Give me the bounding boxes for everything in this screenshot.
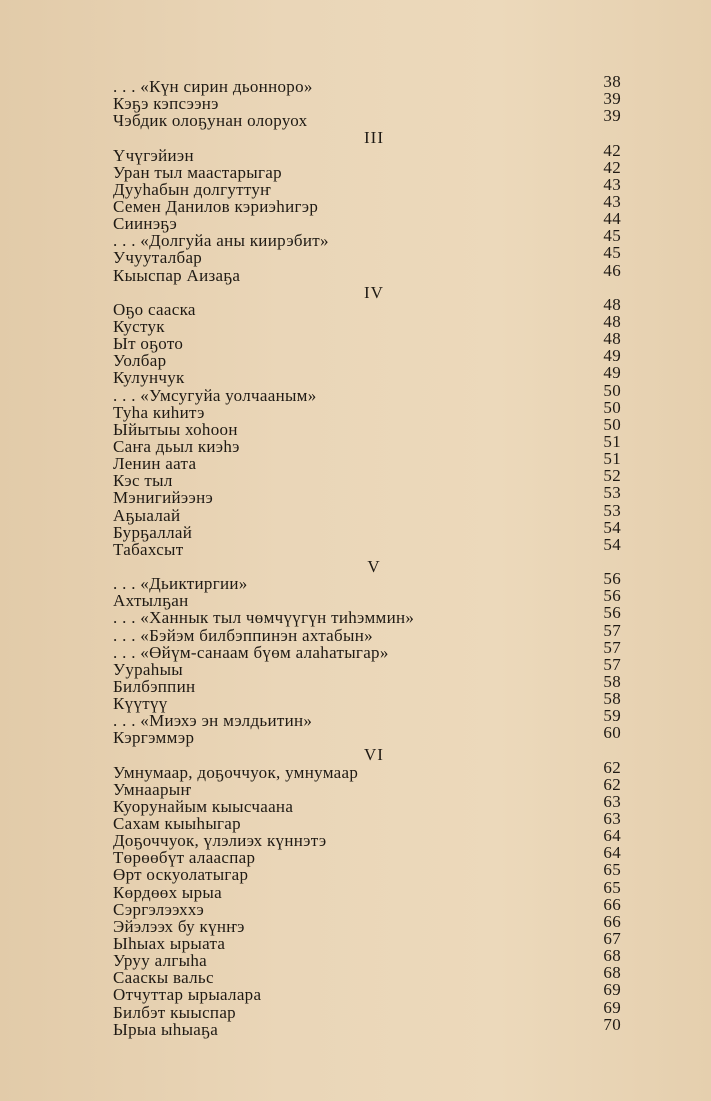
toc-entry (113, 894, 621, 919)
entry-page-number: 43 (603, 191, 621, 211)
table-of-contents (113, 72, 621, 1039)
entry-page-number: 48 (603, 311, 621, 331)
toc-entry (113, 809, 621, 834)
toc-entry (113, 997, 621, 1022)
entry-title: Күүтүү (113, 694, 168, 714)
toc-entry (113, 363, 621, 388)
toc-entry (113, 140, 621, 165)
entry-page-number: 57 (603, 654, 621, 674)
entry-title: Умнумаар, доҕоччуок, умнумаар (113, 762, 359, 782)
toc-entry (113, 106, 621, 131)
entry-page-number: 63 (603, 809, 621, 829)
entry-title: Отчуттар ырыалара (113, 985, 262, 1005)
entry-page-number: 63 (603, 791, 621, 811)
entry-page-number: 56 (603, 569, 621, 589)
entry-title: Учууталбар (113, 248, 203, 268)
entry-title: Үчүгэйиэн (113, 145, 194, 165)
entry-page-number: 57 (603, 637, 621, 657)
toc-entry (113, 500, 621, 525)
entry-title: Ыйытыы хоһоон (113, 419, 238, 439)
toc-entry (113, 826, 621, 851)
entry-title: Умнаарыҥ (113, 779, 192, 799)
entry-title: Эйэлээх бу күнҥэ (113, 916, 245, 936)
entry-title: . . . «Күн сирин дьонноро» (113, 77, 313, 96)
toc-entry (113, 174, 621, 199)
entry-title: Сиинэҕэ (113, 214, 178, 234)
entry-title: Кулунчук (113, 368, 185, 388)
toc-entry (113, 72, 621, 96)
entry-title: . . . «Өйүм-санаам бүөм алаһатыгар» (113, 642, 389, 662)
entry-title: Билбэппин (113, 676, 196, 696)
entry-title: Кэҕэ кэпсээнэ (113, 94, 219, 114)
entry-page-number: 65 (603, 877, 621, 897)
toc-entry (113, 311, 621, 336)
entry-page-number: 64 (603, 843, 621, 863)
entry-title: Билбэт кыыспар (113, 1002, 236, 1022)
toc-entry (113, 534, 621, 559)
entry-title: Сааскы вальс (113, 968, 214, 988)
toc-entry (113, 191, 621, 216)
entry-page-number: 50 (603, 414, 621, 434)
entry-page-number: 54 (603, 517, 621, 537)
entry-title: Сахам кыыһыгар (113, 814, 241, 834)
entry-title: Ыт оҕото (113, 334, 184, 354)
toc-entry (113, 774, 621, 799)
entry-title: Ыһыах ырыата (113, 934, 226, 954)
entry-title: Ырыа ыһыаҕа (113, 1019, 219, 1039)
toc-entry (113, 706, 621, 731)
entry-page-number: 66 (603, 911, 621, 931)
entry-title: Сэргэлээххэ (113, 899, 205, 919)
entry-page-number: 43 (603, 174, 621, 194)
toc-entry (113, 260, 621, 285)
section-heading: VI (364, 745, 384, 765)
entry-title: Оҕо сааска (113, 299, 196, 319)
entry-page-number: 58 (603, 689, 621, 709)
entry-title: . . . «Ханнык тыл чөмчүүгүн тиһэммин» (113, 608, 415, 628)
toc-entry (113, 449, 621, 474)
entry-page-number: 44 (603, 209, 621, 229)
entry-title: Өрт оскуолатыгар (113, 865, 249, 885)
entry-page-number: 62 (603, 757, 621, 777)
entry-title: Мэнигийээнэ (113, 488, 214, 508)
toc-entry (113, 466, 621, 491)
entry-page-number: 53 (603, 500, 621, 520)
entry-page-number: 51 (603, 431, 621, 451)
section-heading: V (367, 556, 381, 576)
section-heading: IV (364, 282, 384, 302)
toc-entry (113, 791, 621, 816)
toc-entry (113, 1014, 621, 1039)
toc-entry (113, 569, 621, 594)
entry-page-number: 49 (603, 363, 621, 383)
toc-entry (113, 517, 621, 542)
entry-title: Кустук (113, 316, 165, 336)
toc-entry (113, 723, 621, 748)
toc-entry (113, 980, 621, 1005)
entry-page-number: 65 (603, 860, 621, 880)
entry-title: Кэргэммэр (113, 728, 195, 748)
section-heading: III (364, 128, 384, 148)
toc-entry (113, 757, 621, 782)
entry-title: Уураһыы (113, 659, 184, 679)
toc-entry (113, 431, 621, 456)
toc-entry (113, 843, 621, 868)
entry-page-number: 67 (603, 929, 621, 949)
entry-page-number: 48 (603, 329, 621, 349)
entry-title: Чэбдик олоҕунан олоруох (113, 111, 308, 131)
entry-page-number: 39 (603, 106, 621, 126)
entry-page-number: 49 (603, 346, 621, 366)
entry-title: Ахтылҕан (113, 591, 189, 611)
toc-entry (113, 243, 621, 268)
entry-page-number: 66 (603, 894, 621, 914)
entry-title: Саҥа дьыл киэһэ (113, 436, 240, 456)
toc-entry (113, 877, 621, 902)
entry-title: . . . «Миэхэ эн мэлдьитин» (113, 711, 313, 731)
entry-title: Көрдөөх ырыа (113, 882, 223, 902)
entry-page-number: 54 (603, 534, 621, 554)
entry-page-number: 64 (603, 826, 621, 846)
entry-title: . . . «Дьиктиргии» (113, 574, 248, 594)
toc-entry (113, 637, 621, 662)
entry-page-number: 50 (603, 380, 621, 400)
entry-page-number: 38 (603, 72, 621, 91)
toc-entry (113, 157, 621, 182)
toc-entry (113, 603, 621, 628)
toc-entry (113, 89, 621, 114)
entry-page-number: 58 (603, 671, 621, 691)
toc-entry (113, 209, 621, 234)
toc-entry (113, 671, 621, 696)
entry-page-number: 69 (603, 997, 621, 1017)
entry-title: Доҕоччуок, үлэлиэх күннэтэ (113, 831, 327, 851)
entry-page-number: 56 (603, 586, 621, 606)
entry-title: Аҕыалай (113, 505, 181, 525)
entry-page-number: 50 (603, 397, 621, 417)
entry-page-number: 62 (603, 774, 621, 794)
entry-title: . . . «Умсугуйа уолчааным» (113, 385, 317, 405)
entry-title: Дууһабын долгуттуҥ (113, 179, 272, 199)
entry-title: Ленин аата (113, 454, 197, 474)
toc-entry (113, 929, 621, 954)
entry-page-number: 51 (603, 449, 621, 469)
entry-page-number: 42 (603, 140, 621, 160)
entry-page-number: 45 (603, 226, 621, 246)
entry-page-number: 53 (603, 483, 621, 503)
entry-title: Кыыспар Аизаҕа (113, 265, 241, 285)
entry-page-number: 59 (603, 706, 621, 726)
entry-page-number: 57 (603, 620, 621, 640)
entry-title: . . . «Долгуйа аны киирэбит» (113, 231, 329, 251)
entry-title: Бурҕаллай (113, 522, 193, 542)
toc-entry (113, 911, 621, 936)
toc-entry (113, 226, 621, 251)
entry-page-number: 46 (603, 260, 621, 280)
entry-title: Уолбар (113, 351, 167, 371)
toc-entry (113, 946, 621, 971)
entry-title: Табахсыт (113, 539, 184, 559)
entry-title: . . . «Бэйэм билбэппинэн ахтабын» (113, 625, 373, 645)
entry-title: Төрөөбүт алааспар (113, 848, 256, 868)
entry-title: Куорунайым кыысчаана (113, 796, 294, 816)
toc-entry (113, 380, 621, 405)
entry-title: Уруу алгыһа (113, 951, 207, 971)
entry-page-number: 56 (603, 603, 621, 623)
entry-title: Кэс тыл (113, 471, 173, 491)
toc-entry (113, 329, 621, 354)
toc-entry (113, 414, 621, 439)
entry-page-number: 42 (603, 157, 621, 177)
entry-page-number: 68 (603, 946, 621, 966)
toc-entry (113, 483, 621, 508)
entry-page-number: 70 (603, 1014, 621, 1034)
entry-page-number: 68 (603, 963, 621, 983)
entry-page-number: 48 (603, 294, 621, 314)
entry-page-number: 60 (603, 723, 621, 743)
toc-entry (113, 654, 621, 679)
entry-page-number: 39 (603, 89, 621, 109)
toc-entry (113, 294, 621, 319)
toc-entry (113, 397, 621, 422)
entry-title: Семен Данилов кэриэһигэр (113, 196, 319, 216)
toc-entry (113, 586, 621, 611)
toc-entry (113, 860, 621, 885)
toc-entry (113, 963, 621, 988)
toc-entry (113, 620, 621, 645)
toc-entry (113, 346, 621, 371)
entry-page-number: 45 (603, 243, 621, 263)
entry-page-number: 69 (603, 980, 621, 1000)
entry-title: Туһа киһитэ (113, 402, 205, 422)
entry-page-number: 52 (603, 466, 621, 486)
toc-entry (113, 689, 621, 714)
entry-title: Уран тыл маастарыгар (113, 162, 282, 182)
